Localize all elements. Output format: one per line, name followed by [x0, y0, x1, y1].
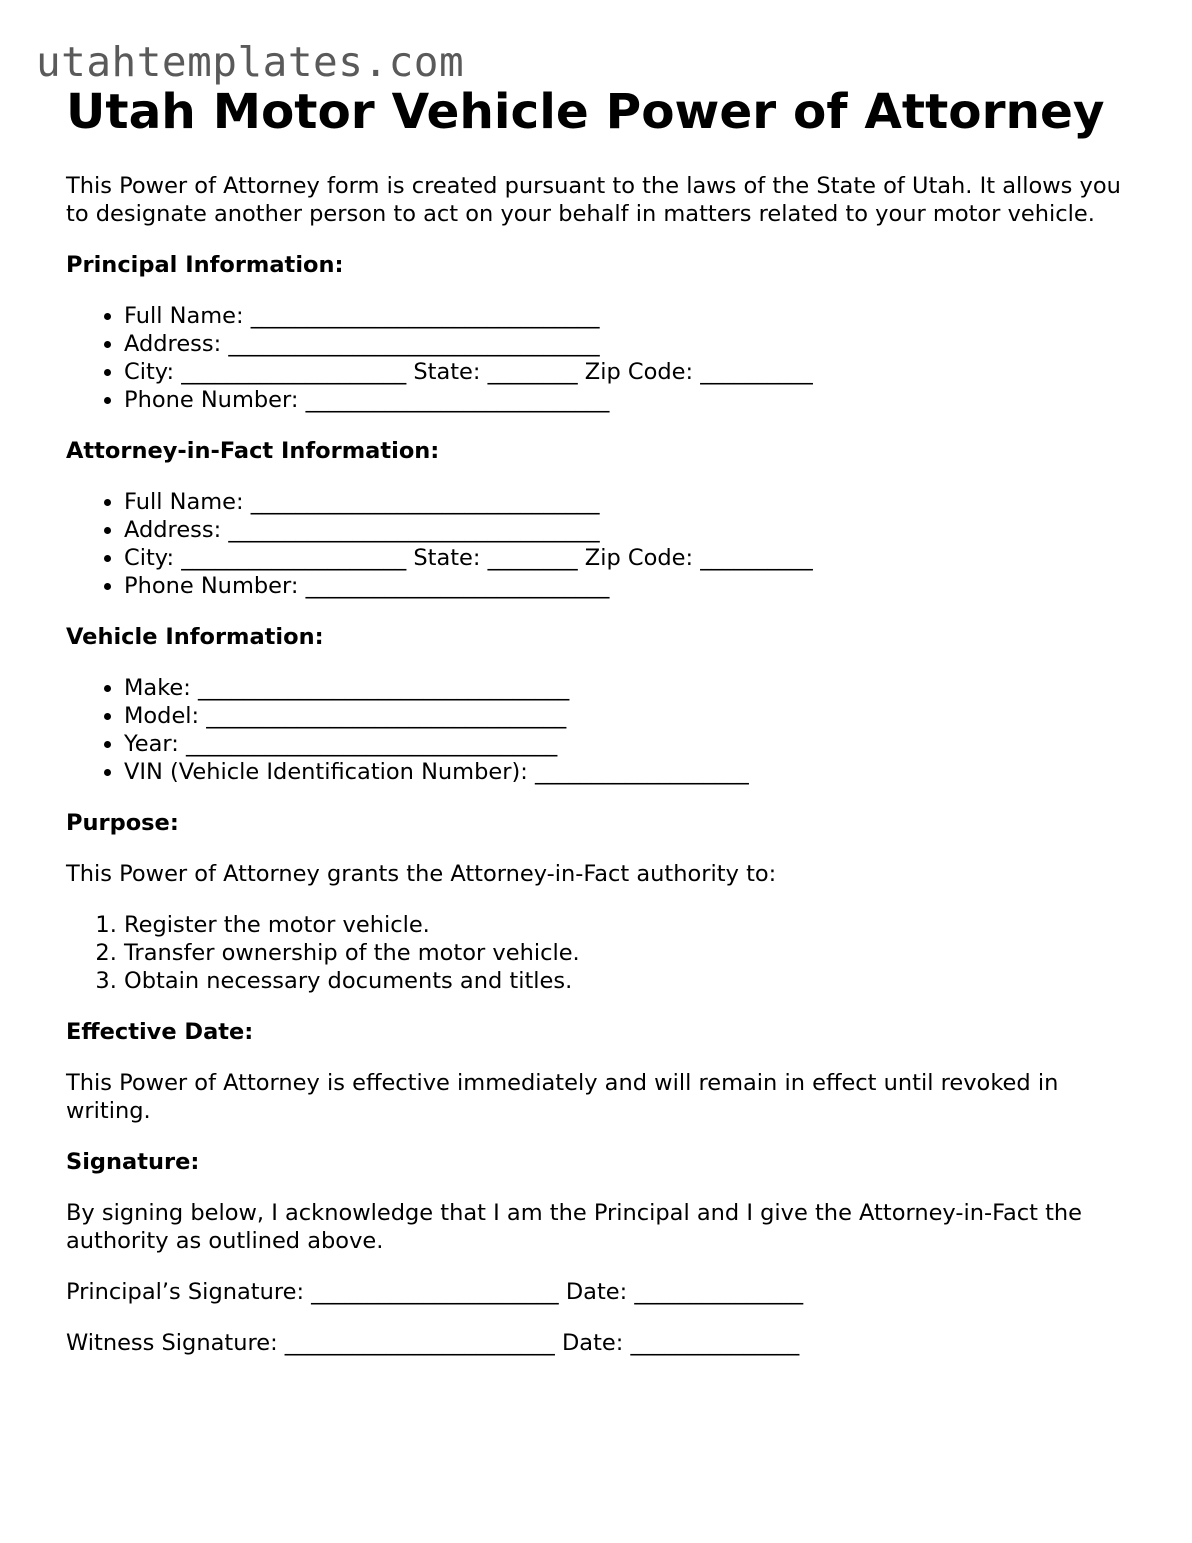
effective-date-heading: Effective Date:: [66, 1019, 254, 1045]
intro-paragraph: This Power of Attorney form is created pursuant to the laws of the State of Utah. It allows you to designate another person to act on your behalf in matters related to your motor vehicle.: [66, 173, 1121, 227]
vehicle-heading: Vehicle Information:: [66, 624, 324, 650]
list-item: 3. Obtain necessary documents and titles.: [124, 967, 1136, 995]
principal-address-field[interactable]: • Address: _________________________________: [124, 330, 1136, 358]
vehicle-fields: [66, 674, 1136, 786]
principal-phone-field[interactable]: • Phone Number: ___________________________: [124, 386, 1136, 414]
attorney-address-field[interactable]: • Address: _________________________________: [124, 516, 1136, 544]
attorney-heading: Attorney-in-Fact Information:: [66, 438, 440, 464]
principal-fields: [66, 302, 1136, 414]
vehicle-make-field[interactable]: • Make: _________________________________: [124, 674, 1136, 702]
document-body: [66, 82, 1136, 1357]
purpose-text: This Power of Attorney grants the Attorney-in-Fact authority to:: [66, 861, 777, 887]
witness-signature-line[interactable]: Witness Signature: ________________________ Date: _______________: [66, 1330, 800, 1356]
purpose-heading: Purpose:: [66, 810, 179, 836]
signature-text: By signing below, I acknowledge that I am the Principal and I give the Attorney-in-Fact the authority as outlined above.: [66, 1200, 1083, 1254]
attorney-city-state-zip-field[interactable]: • City: ____________________ State: ________ Zip Code: __________: [124, 544, 1136, 572]
principal-heading: Principal Information:: [66, 252, 344, 278]
page-title: Utah Motor Vehicle Power of Attorney: [66, 84, 1105, 140]
vehicle-model-field[interactable]: • Model: ________________________________: [124, 702, 1136, 730]
list-item: 2. Transfer ownership of the motor vehicle.: [124, 939, 1136, 967]
watermark: utahtemplates.com: [36, 38, 465, 86]
effective-date-text: This Power of Attorney is effective immediately and will remain in effect until revoked in writing.: [66, 1070, 1059, 1124]
attorney-phone-field[interactable]: • Phone Number: ___________________________: [124, 572, 1136, 600]
purpose-list: [66, 911, 1136, 995]
vehicle-vin-field[interactable]: • VIN (Vehicle Identification Number): ___________________: [124, 758, 1136, 786]
signature-heading: Signature:: [66, 1149, 200, 1175]
principal-signature-line[interactable]: Principal’s Signature: ______________________ Date: _______________: [66, 1279, 804, 1305]
attorney-full-name-field[interactable]: • Full Name: _______________________________: [124, 488, 1136, 516]
list-item: 1. Register the motor vehicle.: [124, 911, 1136, 939]
attorney-fields: [66, 488, 1136, 600]
principal-city-state-zip-field[interactable]: • City: ____________________ State: ________ Zip Code: __________: [124, 358, 1136, 386]
vehicle-year-field[interactable]: • Year: _________________________________: [124, 730, 1136, 758]
principal-full-name-field[interactable]: • Full Name: _______________________________: [124, 302, 1136, 330]
